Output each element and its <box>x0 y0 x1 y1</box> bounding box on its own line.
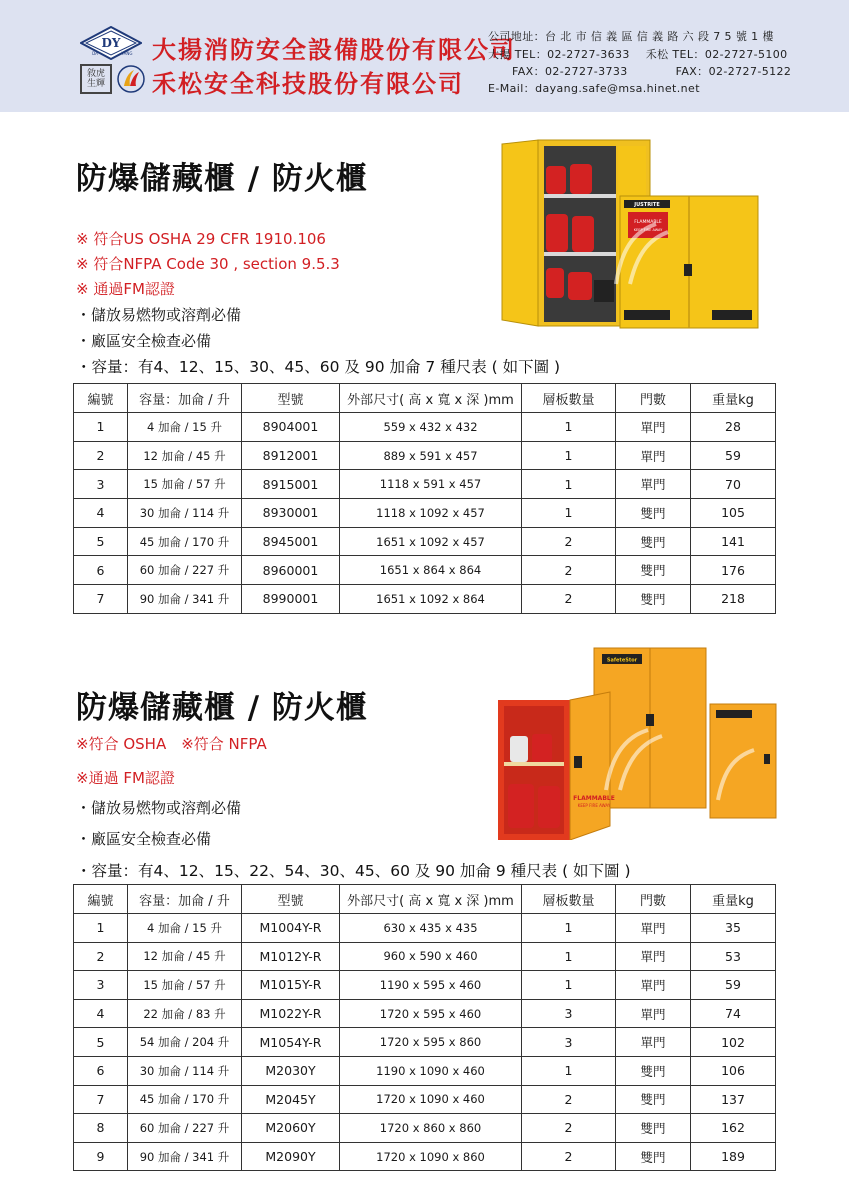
cell-dimensions: 960 x 590 x 460 <box>340 942 522 971</box>
cell-weight: 137 <box>691 1085 776 1114</box>
cell-model: 8912001 <box>242 441 340 470</box>
cell-shelves: 3 <box>522 1028 616 1057</box>
flammable-label-2: FLAMMABLE <box>573 795 615 802</box>
col-header-no: 編號 <box>74 384 128 413</box>
cell-no: 8 <box>74 1114 128 1143</box>
justrite-label: JUSTRITE <box>634 202 660 208</box>
table-row <box>74 1085 776 1114</box>
cell-model: M1015Y-R <box>242 971 340 1000</box>
cell-no: 6 <box>74 1056 128 1085</box>
cell-model: M2060Y <box>242 1114 340 1143</box>
section1-feature-1: ・儲放易燃物或溶劑必備 <box>76 306 242 324</box>
col-header-no: 編號 <box>74 885 128 914</box>
table-row <box>74 1114 776 1143</box>
cell-model: M2090Y <box>242 1142 340 1171</box>
col-header-model: 型號 <box>242 885 340 914</box>
cell-weight: 53 <box>691 942 776 971</box>
seal-stamp: 敘虎生輝 <box>80 64 112 94</box>
cell-model: M2030Y <box>242 1056 340 1085</box>
dayang-logo-icon <box>80 26 142 60</box>
cell-weight: 162 <box>691 1114 776 1143</box>
cell-dimensions: 1651 x 1092 x 864 <box>340 585 522 614</box>
logo-small-right: YANG <box>121 51 133 56</box>
cell-dimensions: 889 x 591 x 457 <box>340 441 522 470</box>
cell-weight: 59 <box>691 971 776 1000</box>
cell-model: 8960001 <box>242 556 340 585</box>
col-header-dimensions: 外部尺寸( 高 x 寬 x 深 )mm <box>340 384 522 413</box>
tel-hesong: 禾松 TEL：02-2727-5100 <box>645 48 788 61</box>
cell-shelves: 2 <box>522 527 616 556</box>
cell-weight: 106 <box>691 1056 776 1085</box>
cell-capacity: 15 加侖 / 57 升 <box>128 971 242 1000</box>
cell-shelves: 1 <box>522 914 616 943</box>
section1-cert-osha: ※ 符合US OSHA 29 CFR 1910.106 <box>76 230 326 248</box>
email-address: E-Mail：dayang.safe@msa.hinet.net <box>488 82 700 95</box>
cell-shelves: 1 <box>522 441 616 470</box>
tel-line <box>488 46 788 62</box>
cell-doors: 單門 <box>616 441 691 470</box>
safetestor-label: SafeteStor <box>606 657 638 664</box>
cell-doors: 單門 <box>616 413 691 442</box>
cell-no: 6 <box>74 556 128 585</box>
cell-capacity: 12 加侖 / 45 升 <box>128 942 242 971</box>
cell-capacity: 60 加侖 / 227 升 <box>128 1114 242 1143</box>
cell-no: 7 <box>74 1085 128 1114</box>
cell-no: 1 <box>74 914 128 943</box>
hesong-logo-icon <box>116 64 146 94</box>
cell-dimensions: 1651 x 864 x 864 <box>340 556 522 585</box>
section1-capacity-note: ・容量：有4、12、15、30、45、60 及 90 加侖 7 種尺表 ( 如下圖 ) <box>76 358 561 376</box>
cell-shelves: 2 <box>522 1085 616 1114</box>
section2-spec-table <box>73 884 776 1171</box>
cell-no: 5 <box>74 527 128 556</box>
cell-no: 5 <box>74 1028 128 1057</box>
col-header-capacity: 容量：加侖 / 升 <box>128 384 242 413</box>
fax-hesong: FAX：02-2727-5122 <box>675 65 792 78</box>
cell-shelves: 1 <box>522 470 616 499</box>
cell-dimensions: 1720 x 1090 x 860 <box>340 1142 522 1171</box>
cell-weight: 141 <box>691 527 776 556</box>
cell-weight: 105 <box>691 499 776 528</box>
cell-dimensions: 1190 x 1090 x 460 <box>340 1056 522 1085</box>
cell-weight: 74 <box>691 999 776 1028</box>
cell-doors: 單門 <box>616 470 691 499</box>
table-row <box>74 470 776 499</box>
section2-title: 防爆儲藏櫃 / 防火櫃 <box>76 690 368 726</box>
cell-weight: 70 <box>691 470 776 499</box>
col-header-shelves: 層板數量 <box>522 384 616 413</box>
table-row <box>74 556 776 585</box>
cell-model: M1054Y-R <box>242 1028 340 1057</box>
cell-capacity: 4 加侖 / 15 升 <box>128 413 242 442</box>
table-header-row <box>74 384 776 413</box>
section2-capacity-note: ・容量：有4、12、15、22、54、30、45、60 及 90 加侖 9 種尺表 ( 如下圖 ) <box>76 862 631 880</box>
table-row <box>74 441 776 470</box>
cell-dimensions: 559 x 432 x 432 <box>340 413 522 442</box>
table-row <box>74 413 776 442</box>
cell-shelves: 1 <box>522 499 616 528</box>
table-row <box>74 1142 776 1171</box>
cell-doors: 雙門 <box>616 1114 691 1143</box>
section1-feature-2: ・廠區安全檢查必備 <box>76 332 212 350</box>
cell-weight: 28 <box>691 413 776 442</box>
cell-doors: 單門 <box>616 1028 691 1057</box>
cell-capacity: 15 加侖 / 57 升 <box>128 470 242 499</box>
cell-model: 8990001 <box>242 585 340 614</box>
section1-cabinet-photo <box>498 134 763 336</box>
section2-feature-2: ・廠區安全檢查必備 <box>76 830 212 848</box>
table-row <box>74 1028 776 1057</box>
cell-no: 3 <box>74 470 128 499</box>
cell-doors: 雙門 <box>616 527 691 556</box>
cell-capacity: 90 加侖 / 341 升 <box>128 1142 242 1171</box>
col-header-doors: 門數 <box>616 885 691 914</box>
cell-capacity: 4 加侖 / 15 升 <box>128 914 242 943</box>
cell-no: 1 <box>74 413 128 442</box>
col-header-capacity: 容量：加侖 / 升 <box>128 885 242 914</box>
cell-dimensions: 1190 x 595 x 460 <box>340 971 522 1000</box>
cell-weight: 35 <box>691 914 776 943</box>
cell-capacity: 45 加侖 / 170 升 <box>128 527 242 556</box>
cell-dimensions: 630 x 435 x 435 <box>340 914 522 943</box>
cell-doors: 雙門 <box>616 585 691 614</box>
cell-no: 4 <box>74 999 128 1028</box>
cell-capacity: 90 加侖 / 341 升 <box>128 585 242 614</box>
cell-dimensions: 1118 x 591 x 457 <box>340 470 522 499</box>
logo-text: DY <box>101 36 121 50</box>
table-row <box>74 942 776 971</box>
cell-weight: 218 <box>691 585 776 614</box>
section2-cabinet-photo <box>498 644 778 840</box>
cell-model: 8915001 <box>242 470 340 499</box>
cell-no: 3 <box>74 971 128 1000</box>
cell-capacity: 30 加侖 / 114 升 <box>128 499 242 528</box>
cell-model: M1022Y-R <box>242 999 340 1028</box>
company-name-dayang: 大揚消防安全設備股份有限公司 <box>152 36 516 64</box>
col-header-shelves: 層板數量 <box>522 885 616 914</box>
cell-capacity: 45 加侖 / 170 升 <box>128 1085 242 1114</box>
cell-capacity: 60 加侖 / 227 升 <box>128 556 242 585</box>
letterhead <box>0 0 849 112</box>
cell-doors: 雙門 <box>616 1085 691 1114</box>
section1-title: 防爆儲藏櫃 / 防火櫃 <box>76 161 368 197</box>
flammable-label: FLAMMABLE <box>634 220 662 225</box>
table-row <box>74 499 776 528</box>
tel-dayang: 大揚 TEL：02-2727-3633 <box>488 48 630 61</box>
cell-capacity: 30 加侖 / 114 升 <box>128 1056 242 1085</box>
cell-doors: 單門 <box>616 971 691 1000</box>
table-row <box>74 971 776 1000</box>
cell-shelves: 2 <box>522 556 616 585</box>
cell-model: 8945001 <box>242 527 340 556</box>
cell-weight: 102 <box>691 1028 776 1057</box>
company-address: 公司地址：台 北 市 信 義 區 信 義 路 六 段 7 5 號 1 樓 <box>488 30 774 43</box>
col-header-dimensions: 外部尺寸( 高 x 寬 x 深 )mm <box>340 885 522 914</box>
cell-shelves: 2 <box>522 585 616 614</box>
cell-weight: 176 <box>691 556 776 585</box>
cell-doors: 單門 <box>616 914 691 943</box>
cell-doors: 雙門 <box>616 1142 691 1171</box>
cell-no: 7 <box>74 585 128 614</box>
cell-model: M1004Y-R <box>242 914 340 943</box>
table-header-row <box>74 885 776 914</box>
cell-doors: 雙門 <box>616 499 691 528</box>
cell-shelves: 2 <box>522 1114 616 1143</box>
cell-capacity: 54 加侖 / 204 升 <box>128 1028 242 1057</box>
keep-fire-away-label-2: KEEP FIRE AWAY <box>577 803 611 808</box>
cell-dimensions: 1720 x 595 x 460 <box>340 999 522 1028</box>
cell-dimensions: 1118 x 1092 x 457 <box>340 499 522 528</box>
table-row <box>74 527 776 556</box>
col-header-doors: 門數 <box>616 384 691 413</box>
cell-no: 2 <box>74 942 128 971</box>
cell-doors: 雙門 <box>616 1056 691 1085</box>
cell-doors: 單門 <box>616 942 691 971</box>
keep-fire-away-label: KEEP FIRE AWAY <box>633 228 663 232</box>
cell-model: 8930001 <box>242 499 340 528</box>
table-row <box>74 585 776 614</box>
table-row <box>74 999 776 1028</box>
cell-dimensions: 1720 x 860 x 860 <box>340 1114 522 1143</box>
section2-feature-1: ・儲放易燃物或溶劑必備 <box>76 799 242 817</box>
cell-weight: 59 <box>691 441 776 470</box>
cell-model: M1012Y-R <box>242 942 340 971</box>
fax-line <box>512 63 791 79</box>
cell-weight: 189 <box>691 1142 776 1171</box>
cell-doors: 雙門 <box>616 556 691 585</box>
cell-doors: 單門 <box>616 999 691 1028</box>
cell-shelves: 1 <box>522 413 616 442</box>
cell-no: 2 <box>74 441 128 470</box>
cell-no: 4 <box>74 499 128 528</box>
cell-capacity: 12 加侖 / 45 升 <box>128 441 242 470</box>
fax-dayang: FAX：02-2727-3733 <box>512 65 628 78</box>
section1-cert-fm: ※ 通過FM認證 <box>76 280 175 298</box>
cell-no: 9 <box>74 1142 128 1171</box>
cell-model: 8904001 <box>242 413 340 442</box>
logo-small-left: DA <box>92 51 98 56</box>
cell-shelves: 1 <box>522 942 616 971</box>
cell-dimensions: 1720 x 595 x 860 <box>340 1028 522 1057</box>
table-row <box>74 1056 776 1085</box>
section2-cert-osha-nfpa: ※符合 OSHA ※符合 NFPA <box>76 735 267 753</box>
section2-cert-fm: ※通過 FM認證 <box>76 769 175 787</box>
col-header-weight: 重量kg <box>691 384 776 413</box>
table-row <box>74 914 776 943</box>
cell-model: M2045Y <box>242 1085 340 1114</box>
col-header-weight: 重量kg <box>691 885 776 914</box>
cell-shelves: 3 <box>522 999 616 1028</box>
cell-shelves: 2 <box>522 1142 616 1171</box>
cell-dimensions: 1720 x 1090 x 460 <box>340 1085 522 1114</box>
cell-capacity: 22 加侖 / 83 升 <box>128 999 242 1028</box>
cell-dimensions: 1651 x 1092 x 457 <box>340 527 522 556</box>
section1-spec-table <box>73 383 776 614</box>
col-header-model: 型號 <box>242 384 340 413</box>
cell-shelves: 1 <box>522 1056 616 1085</box>
section1-cert-nfpa: ※ 符合NFPA Code 30 , section 9.5.3 <box>76 255 340 273</box>
company-name-hesong: 禾松安全科技股份有限公司 <box>152 70 464 98</box>
cell-shelves: 1 <box>522 971 616 1000</box>
